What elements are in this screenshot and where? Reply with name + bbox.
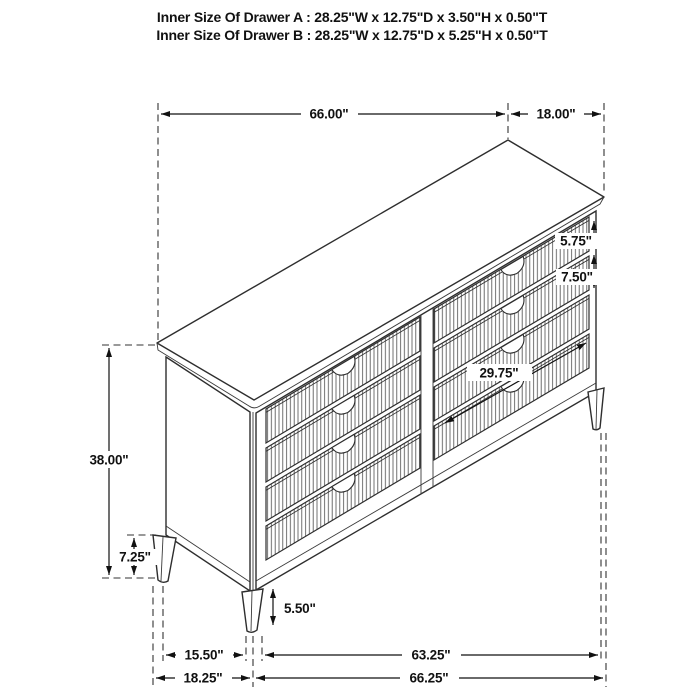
dimension-label: 63.25" xyxy=(411,647,451,663)
dimension-leg-spacing-depth xyxy=(166,646,243,663)
dimension-label: 18.00" xyxy=(536,106,576,122)
dresser-drawing xyxy=(153,140,604,632)
dimension-label: 66.00" xyxy=(309,106,349,122)
dimension-label: 5.50" xyxy=(284,601,316,616)
dresser-side-panel xyxy=(166,357,250,591)
dimension-overall-depth xyxy=(156,669,250,686)
dimension-top-depth xyxy=(511,106,601,122)
dimension-overall-width xyxy=(256,669,603,686)
header xyxy=(156,9,548,43)
dimension-leg-spacing-width xyxy=(265,646,598,663)
dimension-side-leg-clearance xyxy=(111,538,160,575)
inner-size-drawer-a-text: Inner Size Of Drawer A : 28.25"W x 12.75"D x 3.50"H x 0.50"T xyxy=(156,9,548,25)
dimension-label: 18.25" xyxy=(183,670,223,686)
dimension-front-leg-height xyxy=(273,589,316,625)
dimension-label: 5.75" xyxy=(560,233,592,249)
dimension-top-width xyxy=(161,106,505,122)
dimension-label: 38.00" xyxy=(89,452,129,468)
dimension-label: 7.25" xyxy=(119,549,151,565)
dimension-label: 15.50" xyxy=(184,647,224,663)
dimension-label: 66.25" xyxy=(409,670,449,686)
dimension-label: 7.50" xyxy=(561,269,593,285)
inner-size-drawer-b-text: Inner Size Of Drawer B : 28.25"W x 12.75"D x 5.25"H x 0.50"T xyxy=(156,27,548,43)
leg-front xyxy=(242,589,263,632)
dimension-label: 29.75" xyxy=(479,365,519,381)
dimension-overall-height xyxy=(80,348,138,575)
